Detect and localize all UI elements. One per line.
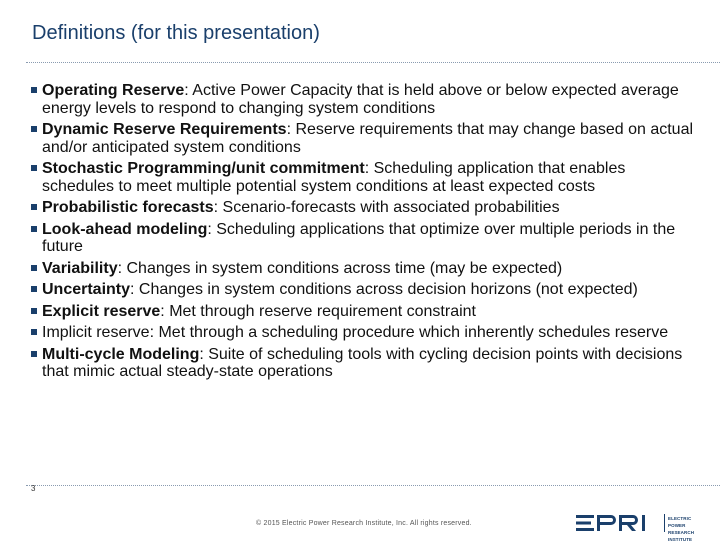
definition: : Active Power Capacity that is held above or below expected average energy levels to respond to changing system conditions: [42, 82, 679, 117]
square-bullet-icon: [31, 204, 37, 210]
term: Implicit reserve: [42, 324, 150, 341]
copyright-notice: © 2015 Electric Power Research Institute, Inc. All rights reserved.: [256, 520, 472, 527]
term: Variability: [42, 259, 118, 277]
logo-subtitle: ELECTRIC POWER RESEARCH INSTITUTE: [668, 516, 695, 542]
term: Multi-cycle Modeling: [42, 345, 200, 363]
definition: : Suite of scheduling tools with cycling decision points with decisions that mimic actual steady-state operations: [42, 345, 683, 380]
definition: : Changes in system conditions across time (may be expected): [117, 259, 563, 277]
square-bullet-icon: [31, 286, 37, 292]
list-item: [30, 221, 695, 256]
epri-logo: [576, 512, 700, 542]
definition: : Scheduling applications that optimize over multiple periods in the future: [42, 220, 676, 255]
list-item: [30, 82, 695, 117]
list-item: [30, 303, 695, 321]
square-bullet-icon: [31, 308, 37, 314]
footer-divider: [26, 485, 720, 486]
term: Explicit reserve: [42, 302, 161, 320]
definitions-list: [30, 82, 695, 385]
definition: : Met through reserve requirement constraint: [160, 302, 476, 320]
term: Probabilistic forecasts: [42, 199, 214, 216]
definition: : Met through a scheduling procedure which inherently schedules reserve: [149, 324, 669, 341]
square-bullet-icon: [31, 126, 37, 132]
page-number: 3: [31, 484, 36, 493]
definition: : Scenario-forecasts with associated probabilities: [213, 199, 560, 216]
list-item: [30, 160, 695, 195]
square-bullet-icon: [31, 329, 37, 335]
list-item: [30, 260, 695, 278]
list-item: [30, 346, 695, 381]
epri-logo-icon: [576, 512, 662, 534]
term: Uncertainty: [42, 281, 131, 298]
list-item: [30, 199, 695, 217]
list-item: [30, 324, 695, 342]
term: Operating Reserve: [42, 82, 185, 99]
list-item: [30, 121, 695, 156]
square-bullet-icon: [31, 165, 37, 171]
list-item: [30, 281, 695, 299]
title-divider: [26, 62, 720, 63]
logo-separator: [664, 514, 665, 532]
definition: : Scheduling application that enables schedules to meet multiple potential system conditions at least expected costs: [42, 160, 626, 195]
square-bullet-icon: [31, 351, 37, 357]
term: Look-ahead modeling: [42, 220, 208, 238]
term: Stochastic Programming/unit commitment: [42, 160, 365, 177]
square-bullet-icon: [31, 87, 37, 93]
term: Dynamic Reserve Requirements: [42, 121, 287, 138]
page-title: Definitions (for this presentation): [32, 22, 320, 44]
definition: : Changes in system conditions across decision horizons (not expected): [130, 281, 638, 298]
definition: : Reserve requirements that may change based on actual and/or anticipated system conditions: [42, 121, 694, 156]
square-bullet-icon: [31, 226, 37, 232]
square-bullet-icon: [31, 265, 37, 271]
